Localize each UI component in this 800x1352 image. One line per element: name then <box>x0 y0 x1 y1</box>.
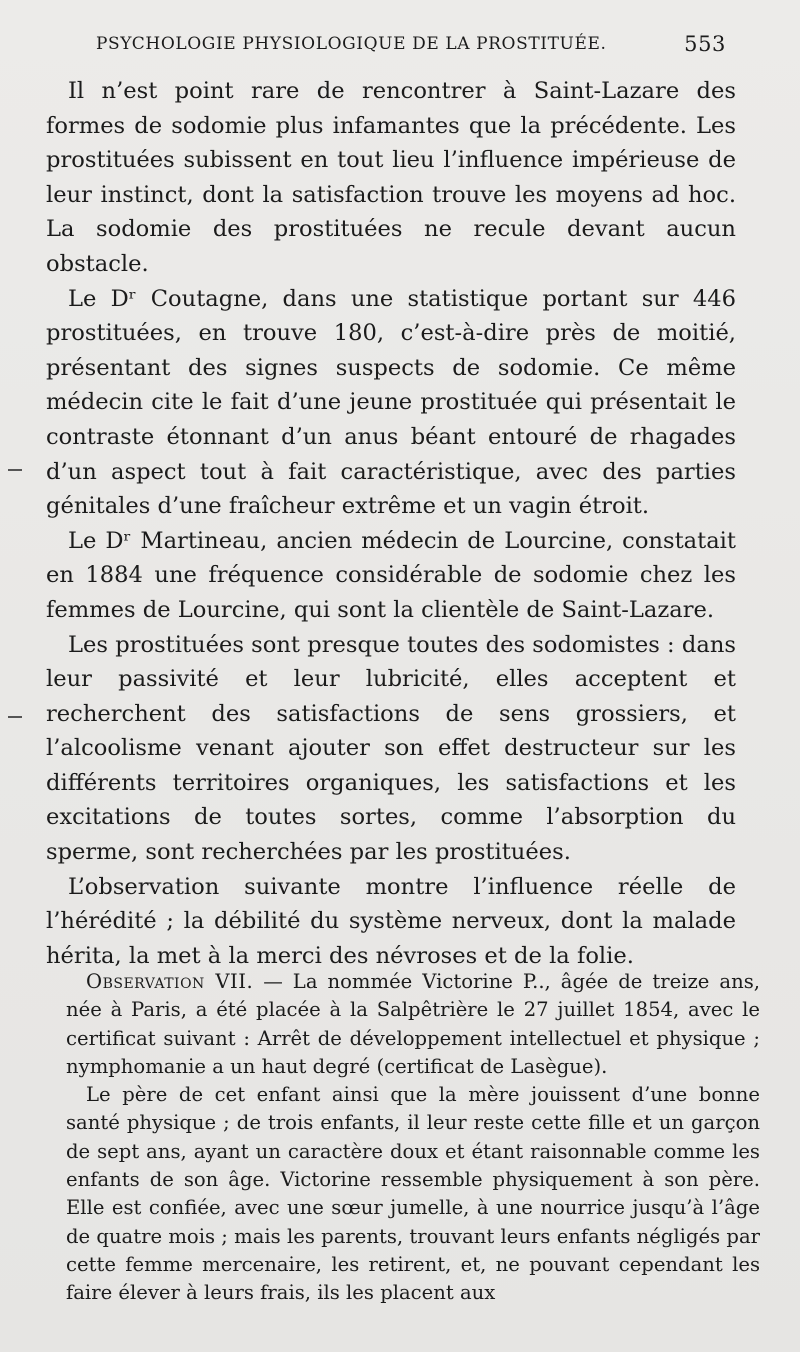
margin-mark <box>8 469 22 471</box>
paragraph-heredite: L’observation suivante montre l’influence réelle de l’hérédité ; la débilité du système nerveux, dont la malade hérita, la met à la merci des névroses et de la folie. <box>46 873 736 969</box>
observation-heading: Observation VII. <box>86 970 254 993</box>
running-head: PSYCHOLOGIE PHYSIOLOGIQUE DE LA PROSTITUÉE. <box>96 34 607 54</box>
page-header <box>96 34 726 60</box>
margin-mark <box>8 716 22 718</box>
observation-block <box>66 968 760 1308</box>
paragraph-sodomistes: Les prostituées sont presque toutes des sodomistes : dans leur passivité et leur lubricité, elles acceptent et recherchent des satisfactions de sens grossiers, et l’alcoolisme venant ajouter son effet destructeur sur les différents territoires organiques, les satisfactions et les excitations de toutes sortes, comme l’absorption du sperme, sont recherchées par les prostituées. <box>46 631 736 866</box>
main-text <box>46 74 736 973</box>
page-number: 553 <box>684 32 726 56</box>
paragraph-sodomie-formes: Il n’est point rare de rencontrer à Saint-Lazare des formes de sodomie plus infamantes que la précédente. Les prostituées subissent en tout lieu l’influence impérieuse de leur instinct, dont la satisfaction trouve les moyens ad hoc. La sodomie des prostituées ne recule devant aucun obstacle. <box>46 78 736 277</box>
observation-paragraph-1 <box>66 968 760 1081</box>
paragraph-martineau: Le Dʳ Martineau, ancien médecin de Lourcine, constatait en 1884 une fréquence considérable de sodomie chez les femmes de Lourcine, qui sont la clientèle de Saint-Lazare. <box>46 527 736 623</box>
paragraph-coutagne: Le Dʳ Coutagne, dans une statistique portant sur 446 prostituées, en trouve 180, c’est-à-dire près de moitié, présentant des signes suspects de sodomie. Ce même médecin cite le fait d’une jeune prostituée qui présentait le contraste étonnant d’un anus béant entouré de rhagades d’un aspect tout à fait caractéristique, avec des parties génitales d’une fraîcheur extrême et un vagin étroit. <box>46 285 736 520</box>
observation-text: — La nommée Victorine P.., âgée de treize ans, née à Paris, a été placée à la Salpêtrière le 27 juillet 1854, avec le certificat suivant : Arrêt de développement intellectuel et physique ; nymphomanie a un haut degré (certificat de Lasègue). <box>66 970 760 1078</box>
observation-paragraph-2: Le père de cet enfant ainsi que la mère jouissent d’une bonne santé physique ; de trois enfants, il leur reste cette fille et un garçon de sept ans, ayant un caractère doux et étant raisonnable comme les enfants de son âge. Victorine ressemble physiquement à son père. Elle est confiée, avec une sœur jumelle, à une nourrice jusqu’à l’âge de quatre mois ; mais les parents, trouvant leurs enfants négligés par cette femme mercenaire, les retirent, et, ne pouvant cependant les faire élever à leurs frais, ils les placent aux <box>66 1083 760 1305</box>
